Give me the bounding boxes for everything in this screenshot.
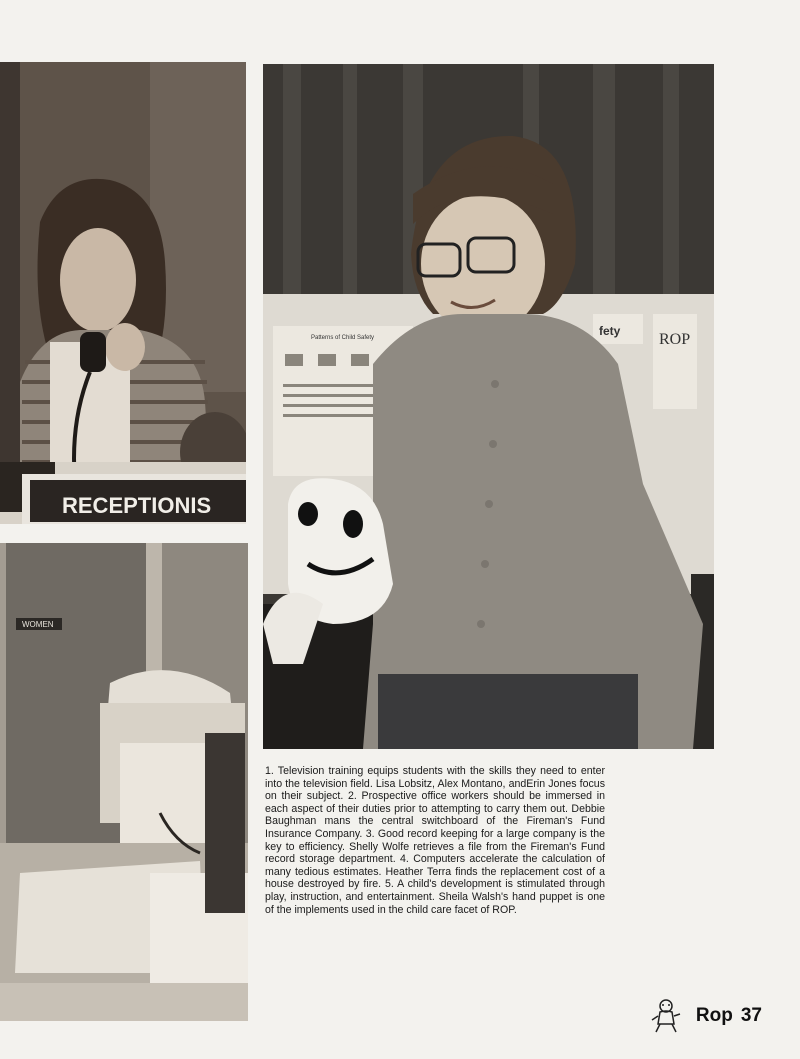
door-sign-text: WOMEN xyxy=(22,620,54,629)
page-footer xyxy=(650,998,762,1034)
folio-section: Rop xyxy=(695,1005,733,1026)
page-number: 37 xyxy=(740,1005,762,1026)
puppet-photo-image xyxy=(263,64,714,749)
poster-fragment-text: fety xyxy=(599,324,621,338)
photo-caption: 1. Television training equips students with the skills they need to enter into the television field. Lisa Lobsitz, Alex Montano, andErin Jones focus on their subject. 2. Prospective office workers should be immersed in each aspect of their duties prior to attempting to carry them out. Debbie Baughman mans the central switchboard of the Fireman's Fund Insurance Company. 3. Good record keeping for a large company is the key to efficiency. Shelly Wolfe retrieves a file from the Fireman's Fund record storage department. 4. Computers accelerate the calculation of many tedious estimates. Heather Terra finds the replacement cost of a house destroyed by fire. 5. A child's development is stimulated through play, instruction, and entertainment. Sheila Walsh's hand puppet is one of the implements used in the child care facet of ROP. xyxy=(265,765,605,916)
photo-record-storage xyxy=(0,543,248,1021)
photo-receptionist xyxy=(0,62,246,524)
receptionist-photo-image xyxy=(0,62,246,524)
rop-badge-text: ROP xyxy=(659,331,691,348)
receptionist-sign-text: RECEPTIONIS xyxy=(62,493,212,518)
records-photo-image xyxy=(0,543,248,1021)
poster-title-text: Patterns of Child Safety xyxy=(311,335,375,341)
bulldog-mascot-icon xyxy=(650,998,682,1034)
photo-hand-puppet xyxy=(263,64,714,749)
